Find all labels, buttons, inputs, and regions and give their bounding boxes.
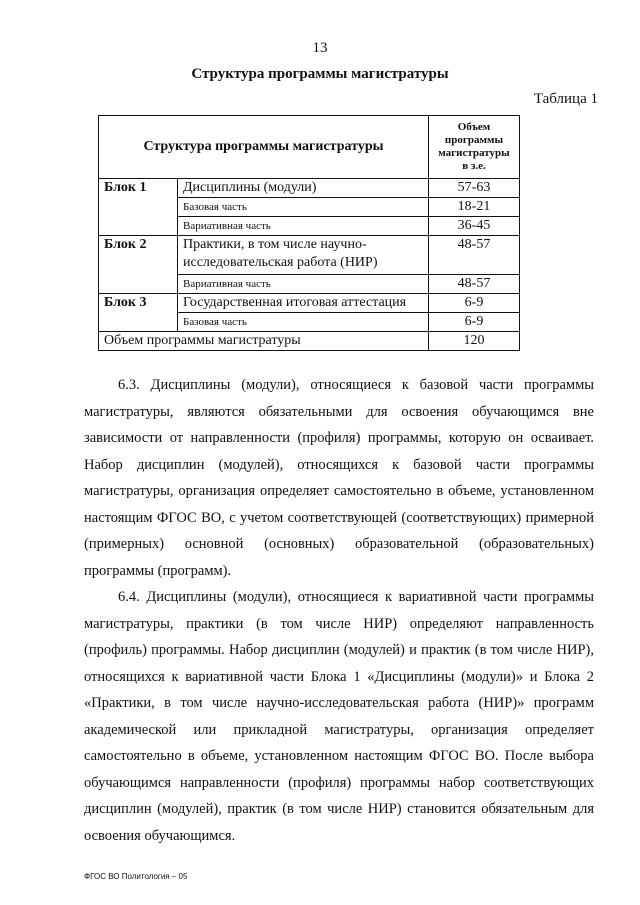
table-caption: Таблица 1: [533, 91, 598, 107]
row-value: 57-63: [429, 179, 520, 198]
row-item: Базовая часть: [178, 313, 429, 332]
total-label: Объем программы магистратуры: [99, 332, 429, 351]
page-number: 13: [312, 40, 328, 56]
row-item: Государственная итоговая аттестация: [178, 294, 429, 313]
paragraph-6-4: [84, 584, 594, 849]
header-structure: Структура программы магистратуры: [99, 116, 429, 179]
table-row: [99, 179, 520, 198]
paragraph-text: 6.4. Дисциплины (модули), относящиеся к вариативной части программы магистратуры, практики (в том числе НИР) определяют направленность (профиль) программы. Набор дисциплин (модулей) и практик (в том числе НИР), относящихся к вариативной части Блока 1 «Дисциплины (модули)» и Блока 2 «Практики, в том числе научно-исследовательская работа (НИР)» программ академической или прикладной магистратуры, организация определяет самостоятельно в объеме, установленном настоящим ФГОС ВО. После выбора обучающимся направленности (профиля) программы набор соответствующих дисциплин (модулей), практик (в том числе НИР) становится обязательным для освоения обучающимся.: [84, 589, 594, 844]
row-value: 6-9: [429, 294, 520, 313]
table-header-row: [99, 116, 520, 179]
block-label: Блок 1: [99, 179, 178, 236]
table-total-row: [99, 332, 520, 351]
paragraph-text: 6.3. Дисциплины (модули), относящиеся к базовой части программы магистратуры, являются обязательными для освоения обучающимся вне зависимости от направленности (профиля) программы, которую он осваивает. Набор дисциплин (модулей), относящихся к базовой части программы магистратуры, организация определяет самостоятельно в объеме, установленном настоящим ФГОС ВО, с учетом соответствующей (соответствующих) примерной (примерных) основной (основных) образовательной (образовательных) программы (программ).: [84, 377, 594, 579]
row-item: Базовая часть: [178, 198, 429, 217]
row-item: Практики, в том числе научно-исследовательская работа (НИР): [178, 236, 429, 275]
page-title: Структура программы магистратуры: [191, 66, 449, 82]
block-label: Блок 2: [99, 236, 178, 294]
block-label: Блок 3: [99, 294, 178, 332]
row-value: 48-57: [429, 236, 520, 275]
row-value: 18-21: [429, 198, 520, 217]
row-item: Вариативная часть: [178, 217, 429, 236]
table-row: [99, 294, 520, 313]
row-value: 6-9: [429, 313, 520, 332]
total-value: 120: [429, 332, 520, 351]
paragraph-6-3: [84, 372, 594, 584]
row-value: 48-57: [429, 275, 520, 294]
program-structure-table: [98, 115, 520, 351]
header-volume: Объем программы магистратуры в з.е.: [429, 116, 520, 179]
row-item: Дисциплины (модули): [178, 179, 429, 198]
page-footer: ФГОС ВО Политология – 05: [84, 872, 188, 881]
table-row: [99, 236, 520, 275]
row-item: Вариативная часть: [178, 275, 429, 294]
row-value: 36-45: [429, 217, 520, 236]
